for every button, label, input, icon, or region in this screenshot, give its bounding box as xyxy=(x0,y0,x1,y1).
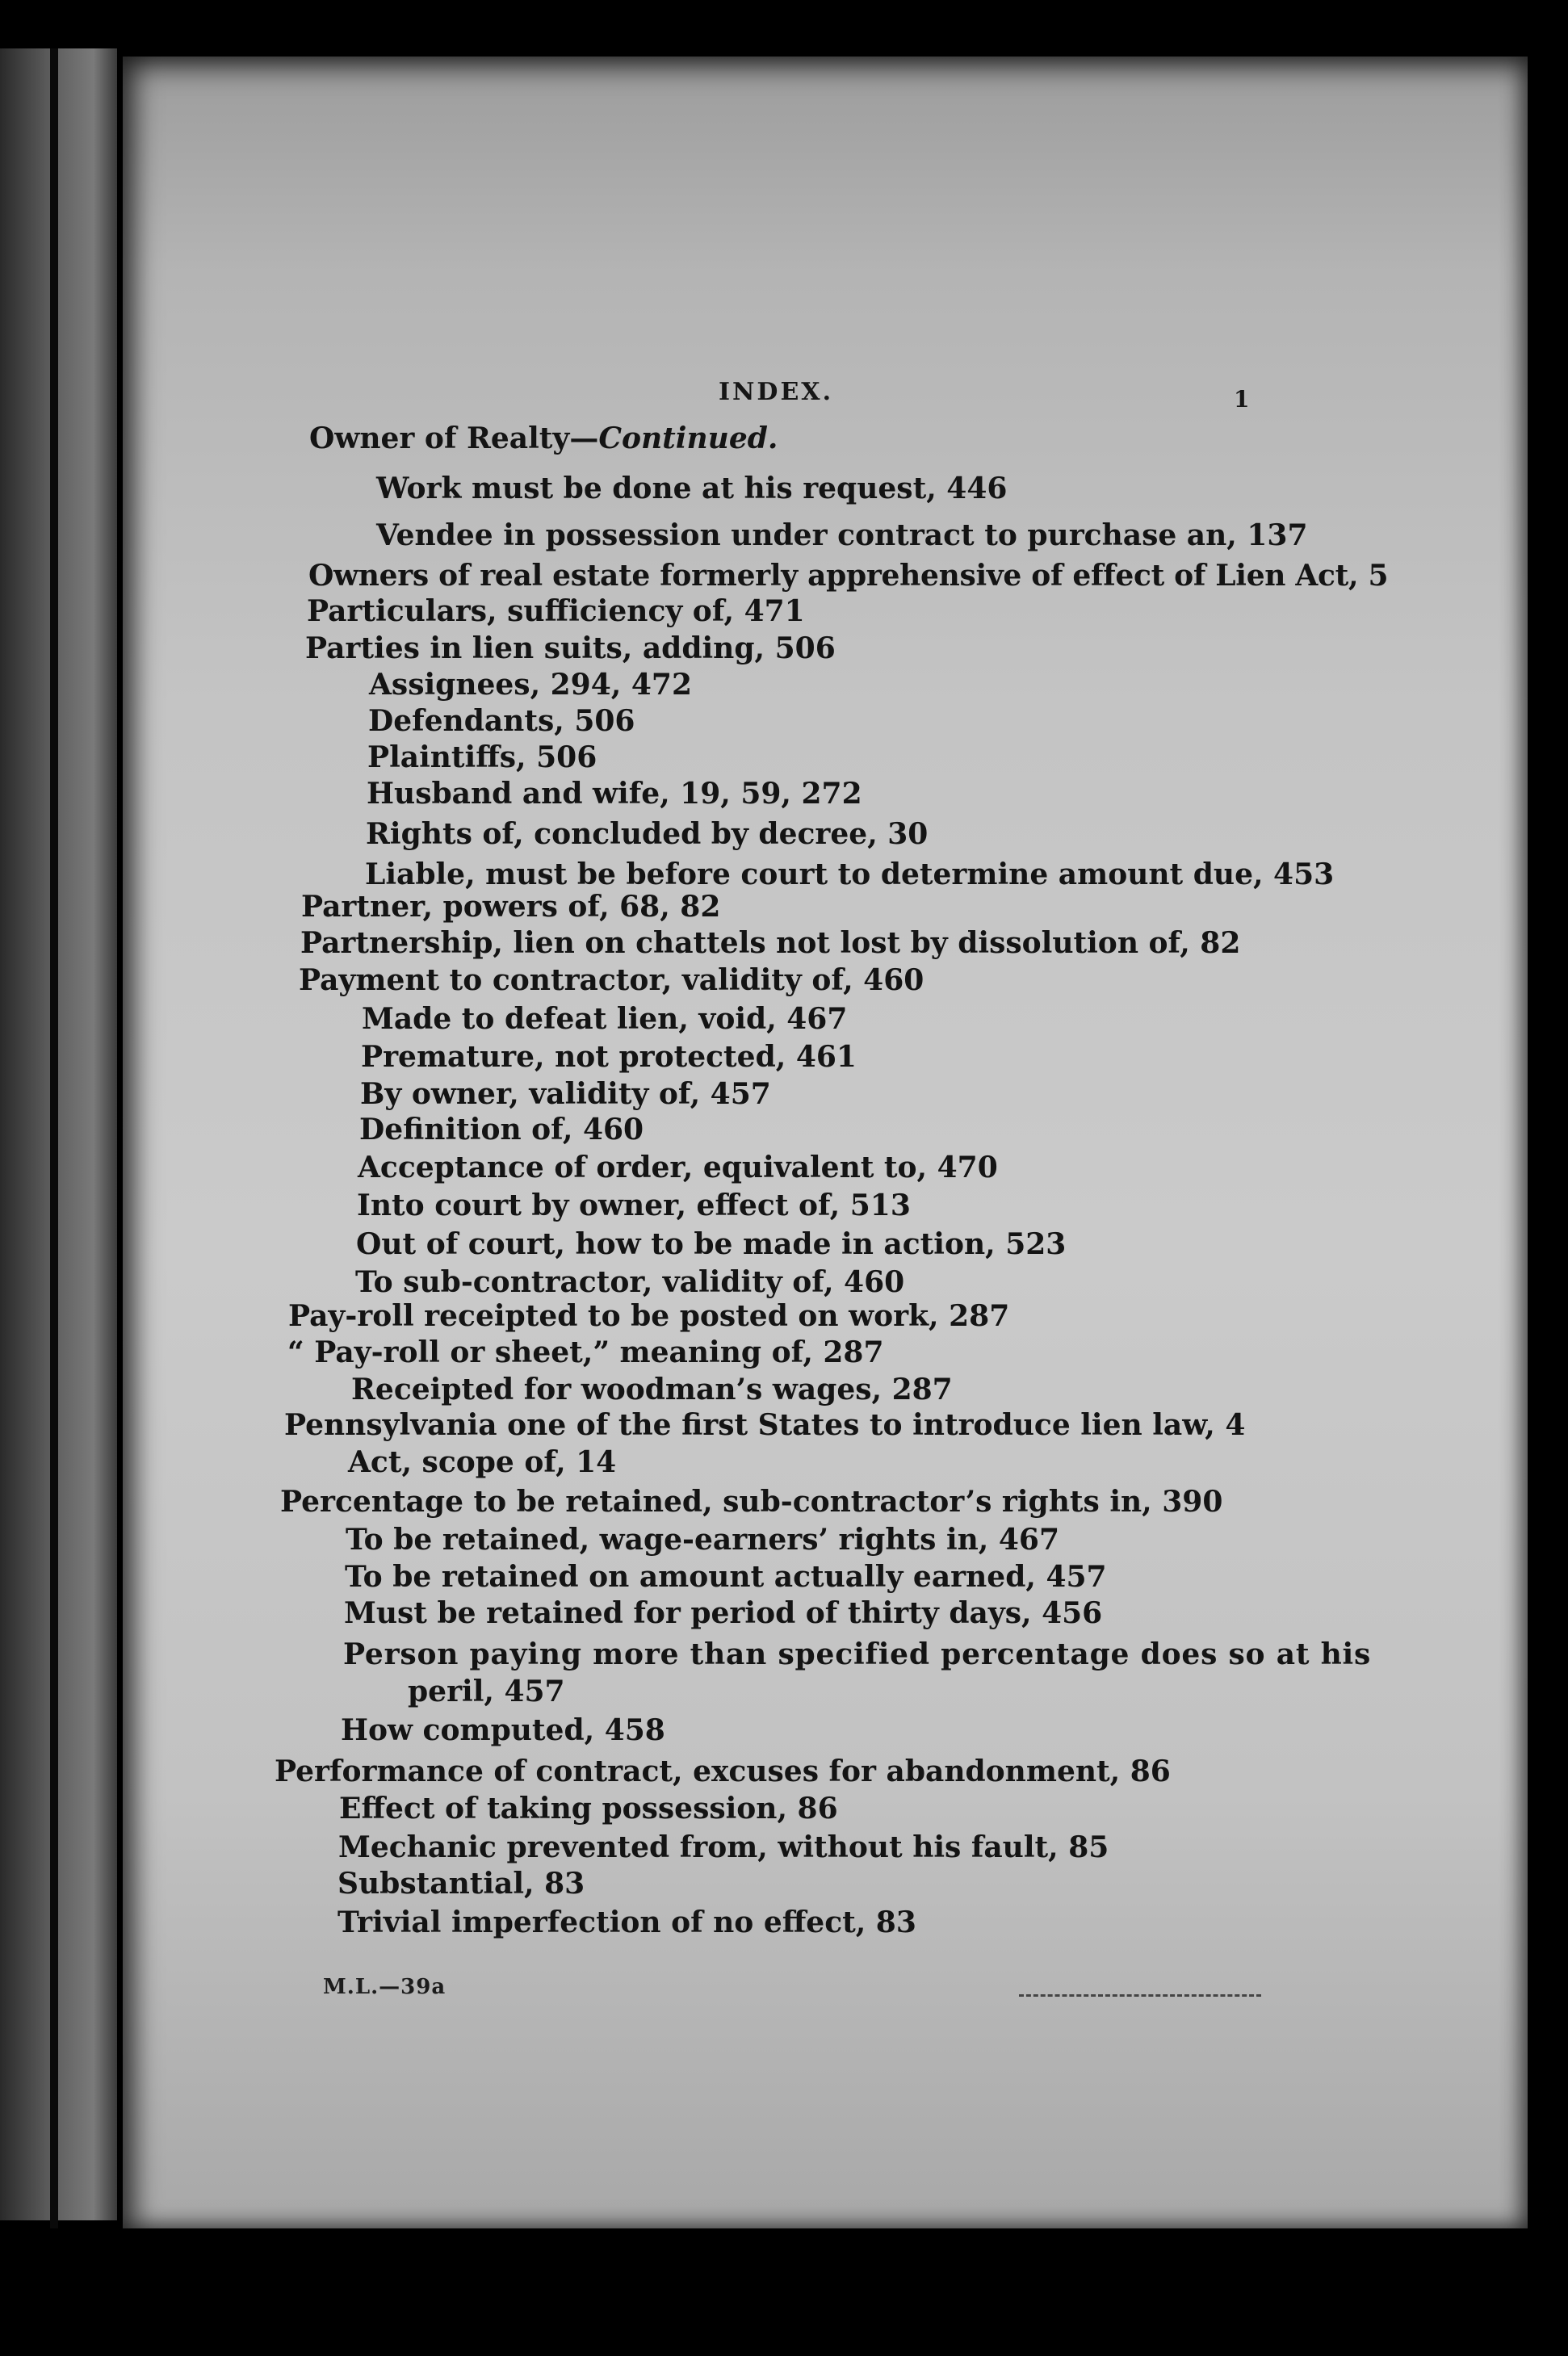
index-subentry: Substantial, 83 xyxy=(337,1867,585,1901)
index-heading: Owner of Realty—Continued. xyxy=(309,421,778,455)
running-head-title: INDEX. xyxy=(718,378,834,406)
index-subentry: Acceptance of order, equivalent to, 470 xyxy=(358,1151,998,1184)
signature-mark: M.L.—39a xyxy=(323,1975,447,1999)
index-subentry: To be retained, wage-earners’ rights in, 467 xyxy=(346,1523,1060,1557)
index-subentry: Work must be done at his request, 446 xyxy=(376,472,1008,505)
index-subentry: Definition of, 460 xyxy=(359,1113,644,1147)
index-subentry: Effect of taking possession, 86 xyxy=(339,1792,838,1826)
index-subentry: Receipted for woodman’s wages, 287 xyxy=(351,1373,953,1406)
running-head xyxy=(0,378,1568,406)
index-subentry: To sub-contractor, validity of, 460 xyxy=(355,1265,905,1299)
index-subentry: Plaintiffs, 506 xyxy=(367,740,597,774)
index-subentry: Must be retained for period of thirty days, 456 xyxy=(344,1596,1103,1630)
index-subentry: To be retained on amount actually earned, 457 xyxy=(345,1560,1107,1594)
index-subentry: Trivial imperfection of no effect, 83 xyxy=(337,1905,916,1939)
index-subentry: Liable, must be before court to determine amount due, 453 xyxy=(365,857,1335,891)
index-entry: Parties in lien suits, adding, 506 xyxy=(305,631,836,665)
index-subentry: Person paying more than specified percentage does so at his xyxy=(343,1637,1372,1671)
index-subentry: Premature, not protected, 461 xyxy=(361,1040,857,1074)
facing-page-edge xyxy=(0,48,117,2220)
decorative-dashes xyxy=(1019,1994,1261,1998)
index-entry: Owners of real estate formerly apprehensive of effect of Lien Act, 5 xyxy=(308,559,1389,593)
index-subentry: Act, scope of, 14 xyxy=(348,1445,617,1479)
index-entry: Payment to contractor, validity of, 460 xyxy=(299,963,924,997)
index-entry: Percentage to be retained, sub-contractor’s rights in, 390 xyxy=(280,1485,1223,1519)
index-entry: Pennsylvania one of the first States to introduce lien law, 4 xyxy=(284,1408,1246,1442)
index-subentry: Out of court, how to be made in action, 523 xyxy=(356,1227,1067,1261)
binding-gutter xyxy=(50,48,58,2228)
index-entry: Particulars, sufficiency of, 471 xyxy=(307,594,805,628)
index-entry: Pay-roll receipted to be posted on work, 287 xyxy=(288,1299,1010,1333)
index-subentry: By owner, validity of, 457 xyxy=(360,1077,771,1111)
index-entry: Partner, powers of, 68, 82 xyxy=(301,890,721,924)
index-entry: Performance of contract, excuses for abandonment, 86 xyxy=(275,1754,1171,1788)
index-subentry: Defendants, 506 xyxy=(368,704,635,738)
index-subentry: Husband and wife, 19, 59, 272 xyxy=(367,777,862,811)
index-subentry: Rights of, concluded by decree, 30 xyxy=(366,817,929,851)
index-entry: Partnership, lien on chattels not lost by dissolution of, 82 xyxy=(300,926,1241,960)
index-subentry: Vendee in possession under contract to purchase an, 137 xyxy=(376,518,1308,552)
index-subentry: Made to defeat lien, void, 467 xyxy=(362,1002,848,1036)
index-subentry-continuation: peril, 457 xyxy=(408,1675,565,1708)
index-subentry: Assignees, 294, 472 xyxy=(369,668,692,702)
index-subentry: Mechanic prevented from, without his fault, 85 xyxy=(338,1830,1109,1864)
index-subentry: How computed, 458 xyxy=(341,1713,665,1747)
index-entry: “ Pay-roll or sheet,” meaning of, 287 xyxy=(287,1335,884,1369)
page-number: 1 xyxy=(1234,386,1250,413)
index-subentry: Into court by owner, effect of, 513 xyxy=(357,1188,911,1222)
